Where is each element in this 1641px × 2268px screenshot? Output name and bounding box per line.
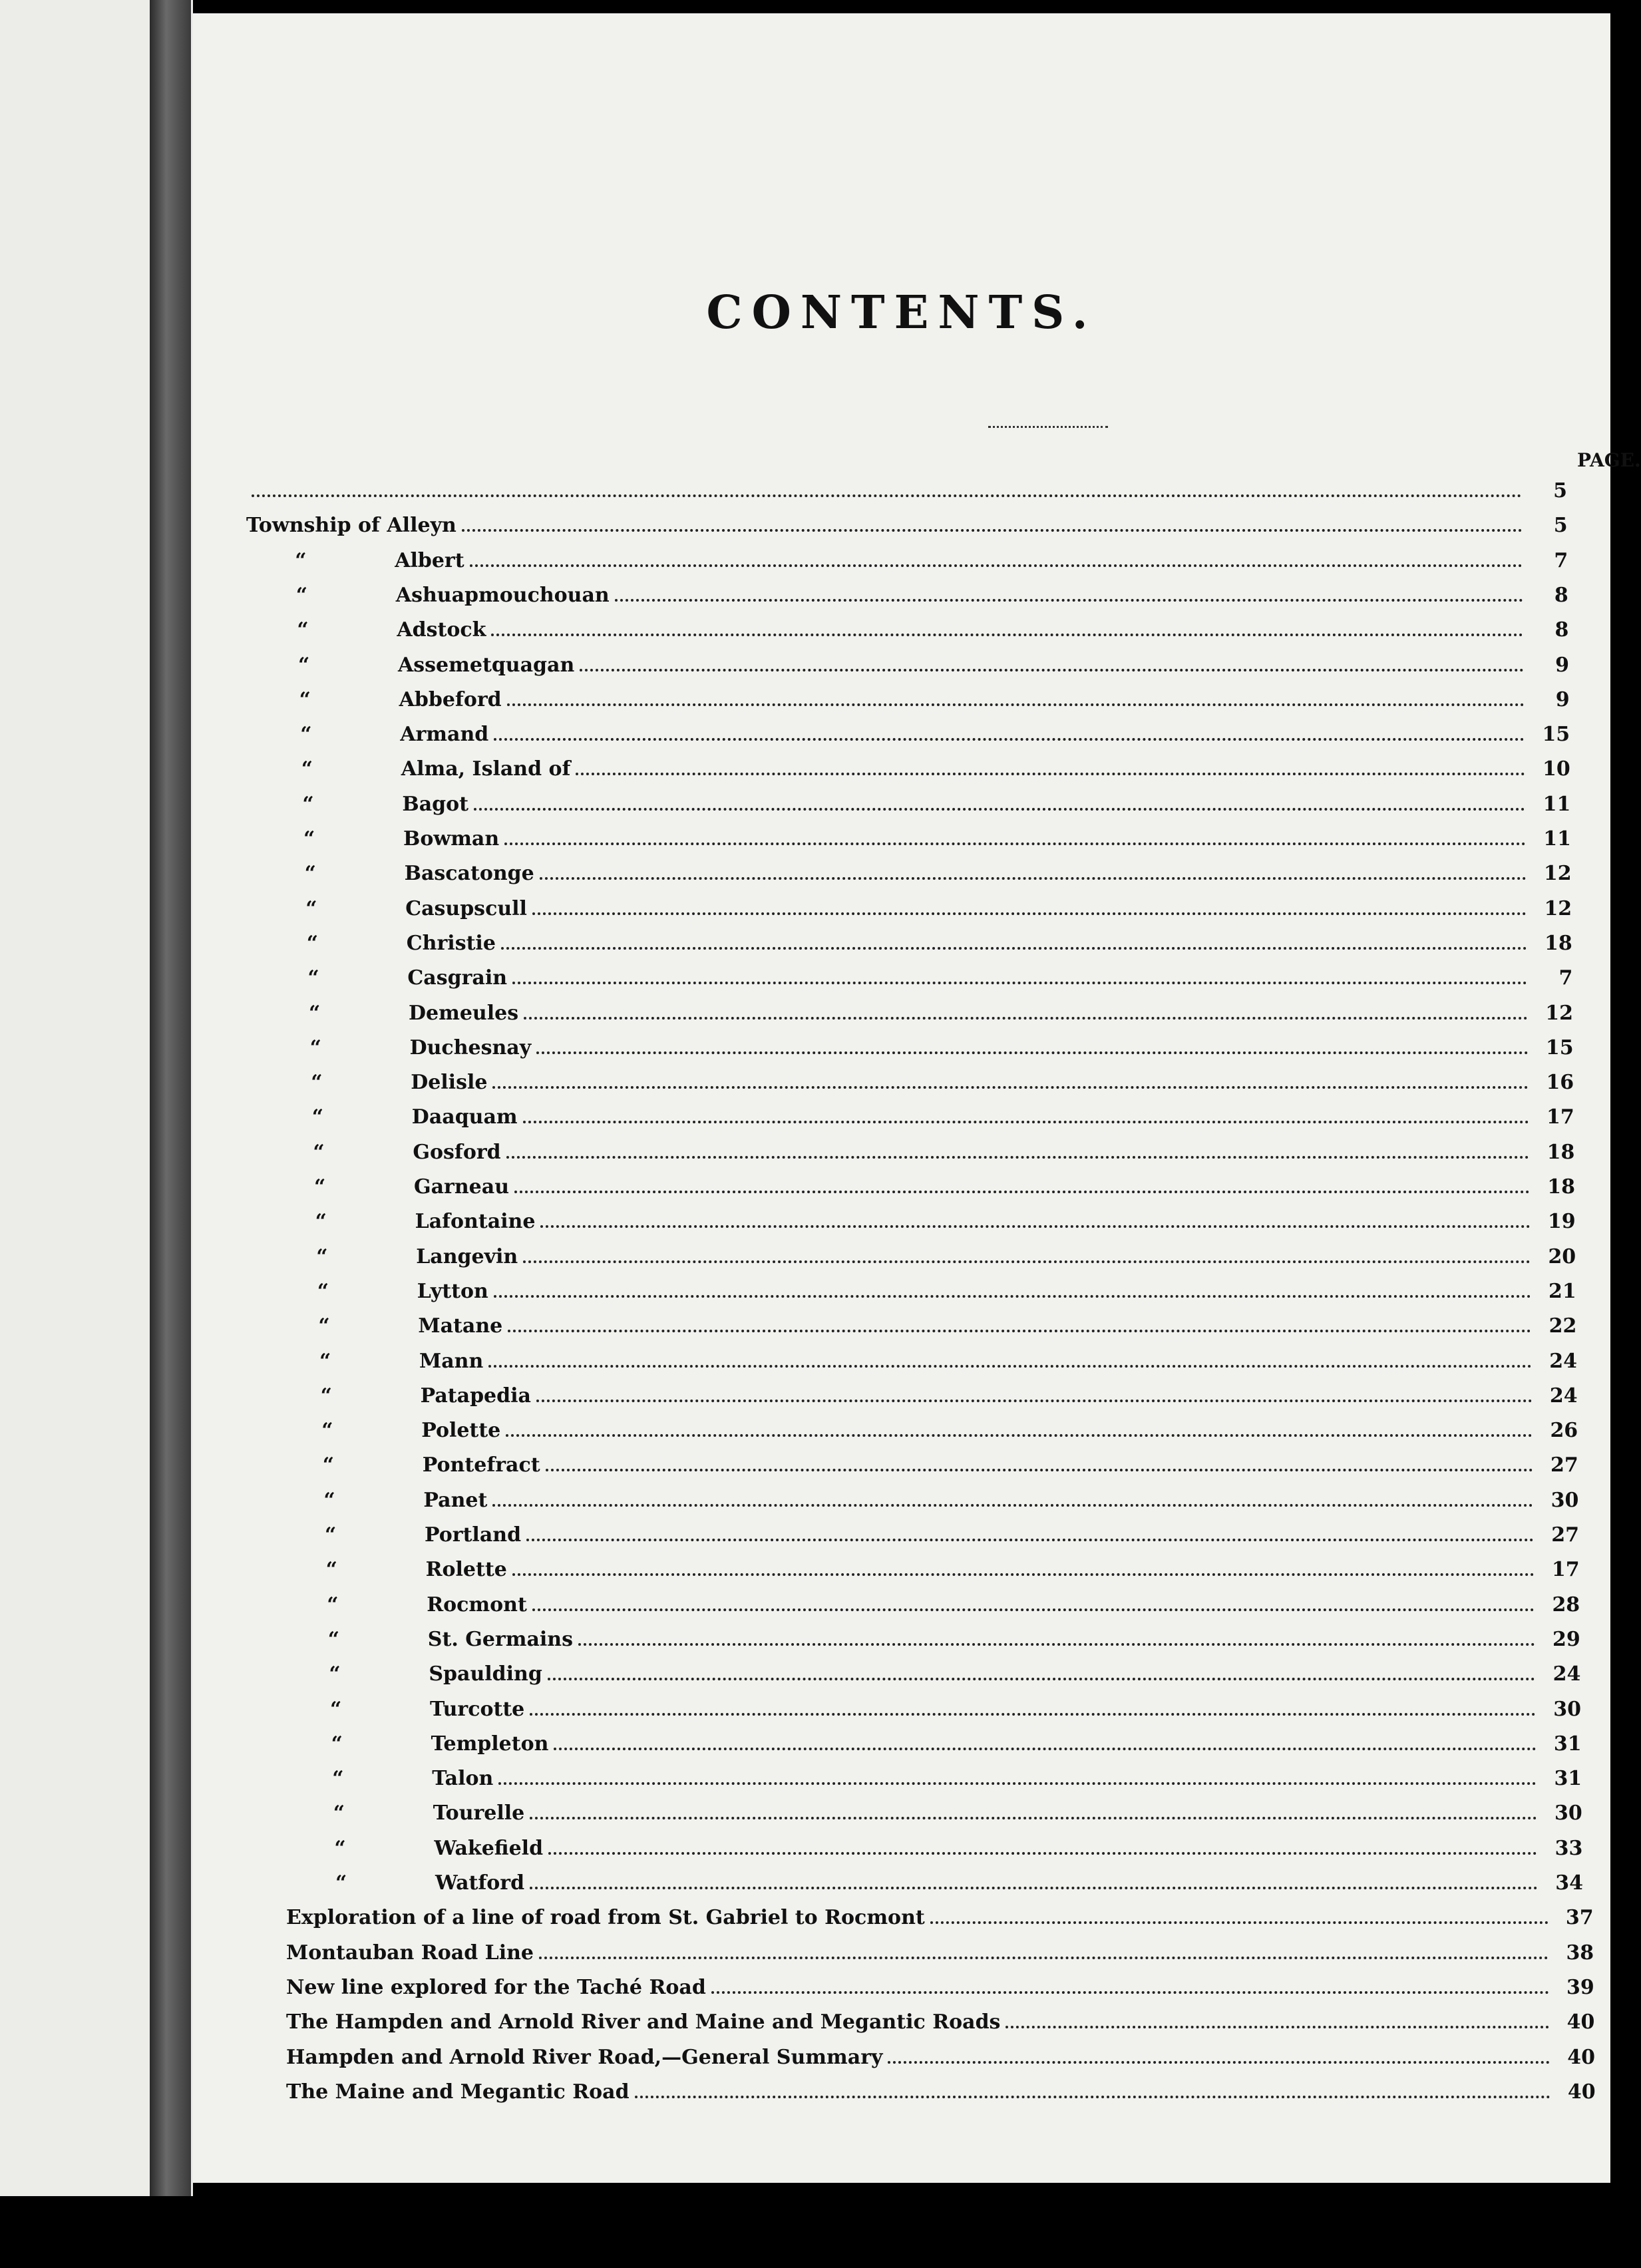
dot-leader <box>506 1139 1530 1159</box>
toc-entry <box>318 1311 1576 1342</box>
toc-entry-label: Demeules <box>409 1001 519 1025</box>
ditto-mark: “ <box>305 896 317 920</box>
toc-entry <box>300 719 1570 750</box>
toc-entry-label: Wakefield <box>434 1836 544 1860</box>
toc-entry-page-number: 30 <box>1550 1488 1579 1512</box>
toc-entry-label: Daaquam <box>411 1105 518 1129</box>
dot-leader <box>506 1417 1533 1437</box>
ditto-mark: “ <box>320 1384 332 1408</box>
toc-entry-label: Adstock <box>397 618 486 642</box>
toc-entry-label: Portland <box>425 1523 522 1547</box>
ditto-mark: “ <box>311 1071 323 1095</box>
toc-entry-label: Delisle <box>411 1071 488 1095</box>
toc-entry <box>331 1729 1582 1760</box>
toc-entry-label: Lytton <box>417 1279 488 1303</box>
toc-entry <box>307 928 1572 959</box>
dot-leader <box>532 1591 1535 1611</box>
dot-leader <box>492 1487 1533 1507</box>
ditto-mark: “ <box>316 1244 328 1268</box>
dot-leader <box>536 1034 1528 1054</box>
dot-leader <box>554 1730 1536 1750</box>
dot-leader <box>548 1835 1537 1855</box>
toc-entry-label: Bascatonge <box>404 862 534 886</box>
toc-entry-label: Gosford <box>413 1140 501 1164</box>
toc-entry-page-number: 38 <box>1566 1941 1594 1965</box>
dot-leader <box>504 825 1526 845</box>
dot-leader <box>930 1904 1549 1924</box>
dot-leader <box>578 1626 1535 1646</box>
dot-leader <box>494 721 1525 741</box>
ditto-mark: “ <box>295 583 308 607</box>
toc-entry <box>314 1172 1575 1203</box>
toc-entry-label: Rolette <box>425 1558 507 1582</box>
toc-entry-page-number: 31 <box>1554 1767 1582 1791</box>
toc-entry-page-number: 24 <box>1549 1349 1577 1373</box>
toc-entry <box>327 1590 1580 1620</box>
toc-entry-page-number: 5 <box>1553 479 1567 502</box>
toc-entry <box>323 1450 1578 1481</box>
dot-leader <box>512 964 1527 984</box>
toc-entry <box>326 1555 1580 1585</box>
toc-entry-page-number: 37 <box>1565 1906 1594 1930</box>
toc-entry <box>312 1102 1574 1133</box>
toc-entry <box>286 2042 1595 2073</box>
toc-entry <box>297 615 1568 646</box>
dot-leader <box>888 2044 1550 2064</box>
toc-entry <box>334 1833 1582 1864</box>
dot-leader <box>532 895 1527 915</box>
toc-entry-label: Garneau <box>414 1175 510 1199</box>
ditto-mark: “ <box>299 687 311 711</box>
ditto-mark: “ <box>335 1871 347 1895</box>
toc-entry-page-number: 33 <box>1554 1836 1583 1860</box>
toc-entry <box>286 2077 1596 2108</box>
dot-leader <box>711 1974 1549 1994</box>
toc-entry-label: Polette <box>421 1419 501 1443</box>
toc-entry-page-number: 12 <box>1544 896 1572 920</box>
ditto-mark: “ <box>334 1836 346 1860</box>
dot-leader <box>530 1696 1536 1716</box>
dot-leader <box>501 930 1527 950</box>
toc-entry <box>286 1938 1594 1969</box>
toc-entry-label: Bowman <box>403 827 500 850</box>
dot-leader <box>523 1243 1531 1263</box>
ditto-mark: “ <box>325 1523 337 1547</box>
toc-entry-page-number: 10 <box>1543 757 1570 781</box>
toc-entry <box>319 1346 1577 1377</box>
toc-entry-page-number: 27 <box>1551 1523 1579 1547</box>
toc-entry-label: Township of Alleyn <box>246 514 456 538</box>
toc-entry <box>311 1067 1574 1098</box>
ditto-mark: “ <box>317 1279 329 1303</box>
toc-entry <box>296 580 1568 611</box>
dot-leader <box>474 791 1525 811</box>
dot-leader <box>546 1451 1533 1471</box>
toc-entry <box>313 1137 1574 1168</box>
toc-entry-page-number: 18 <box>1547 1140 1575 1164</box>
dot-leader <box>530 1799 1537 1819</box>
ditto-mark: “ <box>327 1593 339 1616</box>
toc-entry-label: Abbeford <box>399 687 502 711</box>
ditto-mark: “ <box>329 1662 341 1686</box>
ditto-mark: “ <box>322 1453 335 1477</box>
toc-entry-page-number: 7 <box>1558 966 1573 990</box>
toc-entry <box>303 824 1571 854</box>
ditto-mark: “ <box>297 618 309 642</box>
toc-entry-page-number: 40 <box>1566 2010 1595 2034</box>
toc-entry-label: Matane <box>418 1314 503 1338</box>
toc-entry-label: Bagot <box>402 792 469 816</box>
toc-entry-page-number: 24 <box>1552 1662 1581 1686</box>
toc-entry <box>321 1416 1578 1446</box>
book-binding <box>150 0 191 2196</box>
ditto-mark: “ <box>318 1314 330 1338</box>
toc-entry-page-number: 39 <box>1566 1975 1594 1999</box>
toc-entry-page-number: 7 <box>1554 548 1568 572</box>
dot-leader <box>548 1660 1536 1680</box>
dot-leader <box>507 686 1525 706</box>
toc-entry <box>316 1242 1576 1272</box>
ditto-mark: “ <box>302 792 314 816</box>
toc-entry-page-number: 9 <box>1555 653 1569 677</box>
toc-entry-page-number: 12 <box>1543 862 1572 886</box>
toc-entry-page-number: 11 <box>1543 827 1571 850</box>
toc-entry-page-number: 19 <box>1547 1210 1576 1234</box>
ditto-mark: “ <box>325 1558 337 1582</box>
dot-leader <box>530 1869 1538 1889</box>
dot-leader <box>524 1000 1528 1020</box>
toc-entry-page-number: 20 <box>1548 1244 1576 1268</box>
ditto-mark: “ <box>298 653 310 677</box>
ditto-mark: “ <box>332 1767 344 1791</box>
toc-entry <box>332 1764 1582 1794</box>
toc-entry-page-number: 28 <box>1552 1593 1580 1616</box>
toc-entry-label: Alma, Island of <box>401 757 571 781</box>
ditto-mark: “ <box>309 1036 321 1059</box>
toc-entry-label: Panet <box>423 1488 488 1512</box>
toc-entry-label: Christie <box>406 931 496 955</box>
toc-entry <box>310 1033 1574 1063</box>
toc-entry-label: Talon <box>432 1767 494 1791</box>
toc-entry-page-number: 27 <box>1550 1453 1578 1477</box>
toc-entry-label: Albert <box>395 548 464 572</box>
dot-leader <box>491 616 1523 636</box>
dot-leader <box>540 1208 1530 1228</box>
toc-entry-label: Casgrain <box>407 966 508 990</box>
toc-entry-page-number: 40 <box>1567 2080 1596 2104</box>
dot-leader <box>1005 2008 1549 2028</box>
toc-entry <box>317 1276 1576 1307</box>
toc-entry-label: Lafontaine <box>415 1210 536 1234</box>
ditto-mark: “ <box>309 1001 321 1025</box>
ditto-mark: “ <box>331 1732 343 1756</box>
toc-entry-page-number: 9 <box>1555 687 1570 711</box>
toc-entry-page-number: 17 <box>1547 1105 1574 1129</box>
toc-entry <box>335 1868 1583 1899</box>
ditto-mark: “ <box>307 966 319 990</box>
toc-entry-page-number: 11 <box>1543 792 1571 816</box>
toc-entry-label: Spaulding <box>429 1662 542 1686</box>
toc-entry-label: Templeton <box>431 1732 549 1756</box>
dot-leader <box>580 652 1524 671</box>
toc-entry-label: Pontefract <box>422 1453 540 1477</box>
toc-entry <box>286 1903 1594 1933</box>
toc-entry-label: New line explored for the Taché Road <box>286 1975 706 1999</box>
toc-entry-label: The Maine and Megantic Road <box>286 2080 630 2104</box>
toc-entry <box>286 2007 1594 2038</box>
toc-entry <box>298 650 1569 681</box>
toc-entry-page-number: 26 <box>1550 1419 1578 1443</box>
ditto-mark: “ <box>313 1140 325 1164</box>
ditto-mark: “ <box>321 1419 333 1443</box>
dot-leader <box>635 2078 1550 2098</box>
ditto-mark: “ <box>323 1488 335 1512</box>
toc-entry-page-number: 18 <box>1547 1175 1575 1199</box>
toc-entry-label: Turcotte <box>430 1697 525 1721</box>
page-column-header: PAGE. <box>1577 449 1641 471</box>
toc-entry-label: Ashuapmouchouan <box>395 583 610 607</box>
toc-entry-page-number: 29 <box>1552 1627 1580 1651</box>
dot-leader <box>494 1278 1531 1298</box>
dot-leader <box>512 1556 1535 1576</box>
toc-entry-page-number: 8 <box>1554 583 1568 607</box>
dot-leader <box>508 1312 1531 1332</box>
toc-entry-label: Watford <box>435 1871 525 1895</box>
toc-entry <box>321 1381 1578 1412</box>
ditto-mark: “ <box>314 1175 326 1199</box>
ditto-mark: “ <box>319 1349 331 1373</box>
ditto-mark: “ <box>301 757 313 781</box>
toc-entry-page-number: 16 <box>1546 1071 1574 1095</box>
toc-entry-page-number: 22 <box>1549 1314 1577 1338</box>
toc-entry-label: Rocmont <box>427 1593 527 1616</box>
toc-entry-page-number: 17 <box>1551 1558 1580 1582</box>
toc-entry-page-number: 30 <box>1553 1697 1581 1721</box>
toc-entry-label: Tourelle <box>433 1801 525 1825</box>
dot-leader <box>462 512 1523 532</box>
dot-leader <box>523 1103 1529 1123</box>
toc-entry-label: Casupscull <box>405 896 527 920</box>
ditto-mark: “ <box>295 548 307 572</box>
toc-entry <box>286 1973 1594 2003</box>
toc-entry-label: Hampden and Arnold River Road,—General Summary <box>286 2045 883 2069</box>
dot-leader <box>615 582 1523 602</box>
toc-entry-label: Armand <box>400 723 489 747</box>
toc-entry <box>246 510 1568 541</box>
toc-entry <box>295 546 1568 576</box>
toc-entry-page-number: 12 <box>1545 1001 1573 1025</box>
toc-entry <box>325 1520 1579 1551</box>
toc-entry-page-number: 15 <box>1545 1036 1574 1059</box>
dot-leader <box>576 755 1525 775</box>
dot-leader <box>252 477 1522 497</box>
toc-entry-page-number: 40 <box>1567 2045 1595 2069</box>
ditto-mark: “ <box>311 1105 324 1129</box>
toc-entry-label: Patapedia <box>420 1384 531 1408</box>
toc-entry <box>307 963 1572 994</box>
dot-leader <box>488 1348 1532 1368</box>
dot-leader <box>536 1382 1533 1402</box>
toc-entry-page-number: 21 <box>1549 1279 1576 1303</box>
dot-leader <box>526 1521 1534 1541</box>
ditto-mark: “ <box>303 827 315 850</box>
ditto-mark: “ <box>333 1801 345 1825</box>
toc-entry-label: The Hampden and Arnold River and Maine and Megantic Roads <box>286 2010 1001 2034</box>
toc-entry-page-number: 15 <box>1542 723 1570 747</box>
toc-entry <box>302 789 1570 820</box>
dot-leader <box>498 1765 1537 1785</box>
ditto-mark: “ <box>327 1627 340 1651</box>
toc-entry-page-number: 34 <box>1555 1871 1583 1895</box>
toc-entry <box>301 754 1570 785</box>
toc-entry <box>315 1207 1576 1237</box>
toc-entry-label: St. Germains <box>427 1627 573 1651</box>
toc-entry-page-number: 18 <box>1545 931 1572 955</box>
toc-entry-label: Exploration of a line of road from St. Gabriel to Rocmont <box>286 1906 925 1930</box>
toc-entry <box>333 1798 1582 1829</box>
toc-entry-page-number: 31 <box>1553 1732 1582 1756</box>
title-ornament <box>988 426 1108 428</box>
dot-leader <box>514 1173 1530 1193</box>
toc-entry-label: Montauban Road Line <box>286 1941 534 1965</box>
toc-entry-page-number: 8 <box>1554 618 1569 642</box>
ditto-mark: “ <box>315 1210 327 1234</box>
toc-entry <box>309 998 1573 1029</box>
ditto-mark: “ <box>304 862 316 886</box>
toc-entry <box>323 1485 1578 1516</box>
toc-entry <box>329 1659 1580 1690</box>
toc-entry <box>305 894 1572 924</box>
toc-entry <box>330 1694 1581 1725</box>
ditto-mark: “ <box>330 1697 342 1721</box>
toc-entry <box>328 1624 1580 1655</box>
page-title: CONTENTS. <box>706 286 1097 339</box>
dot-leader <box>540 860 1527 880</box>
dot-leader <box>470 547 1523 567</box>
toc-entry-label: Langevin <box>416 1244 518 1268</box>
toc-entry-page-number: 24 <box>1549 1384 1578 1408</box>
toc-entry-page-number: 5 <box>1553 514 1568 538</box>
toc-entry-label: Duchesnay <box>409 1036 532 1059</box>
toc-entry-label: Mann <box>419 1349 484 1373</box>
toc-entry <box>246 476 1567 506</box>
ditto-mark: “ <box>306 931 319 955</box>
toc-entry <box>305 858 1572 889</box>
ditto-mark: “ <box>300 723 312 747</box>
toc-entry-page-number: 30 <box>1554 1801 1582 1825</box>
toc-entry-label: Assemetquagan <box>398 653 575 677</box>
dot-leader <box>539 1939 1549 1959</box>
dot-leader <box>492 1069 1529 1089</box>
toc-entry <box>299 685 1570 715</box>
contents-page <box>193 13 1641 2183</box>
